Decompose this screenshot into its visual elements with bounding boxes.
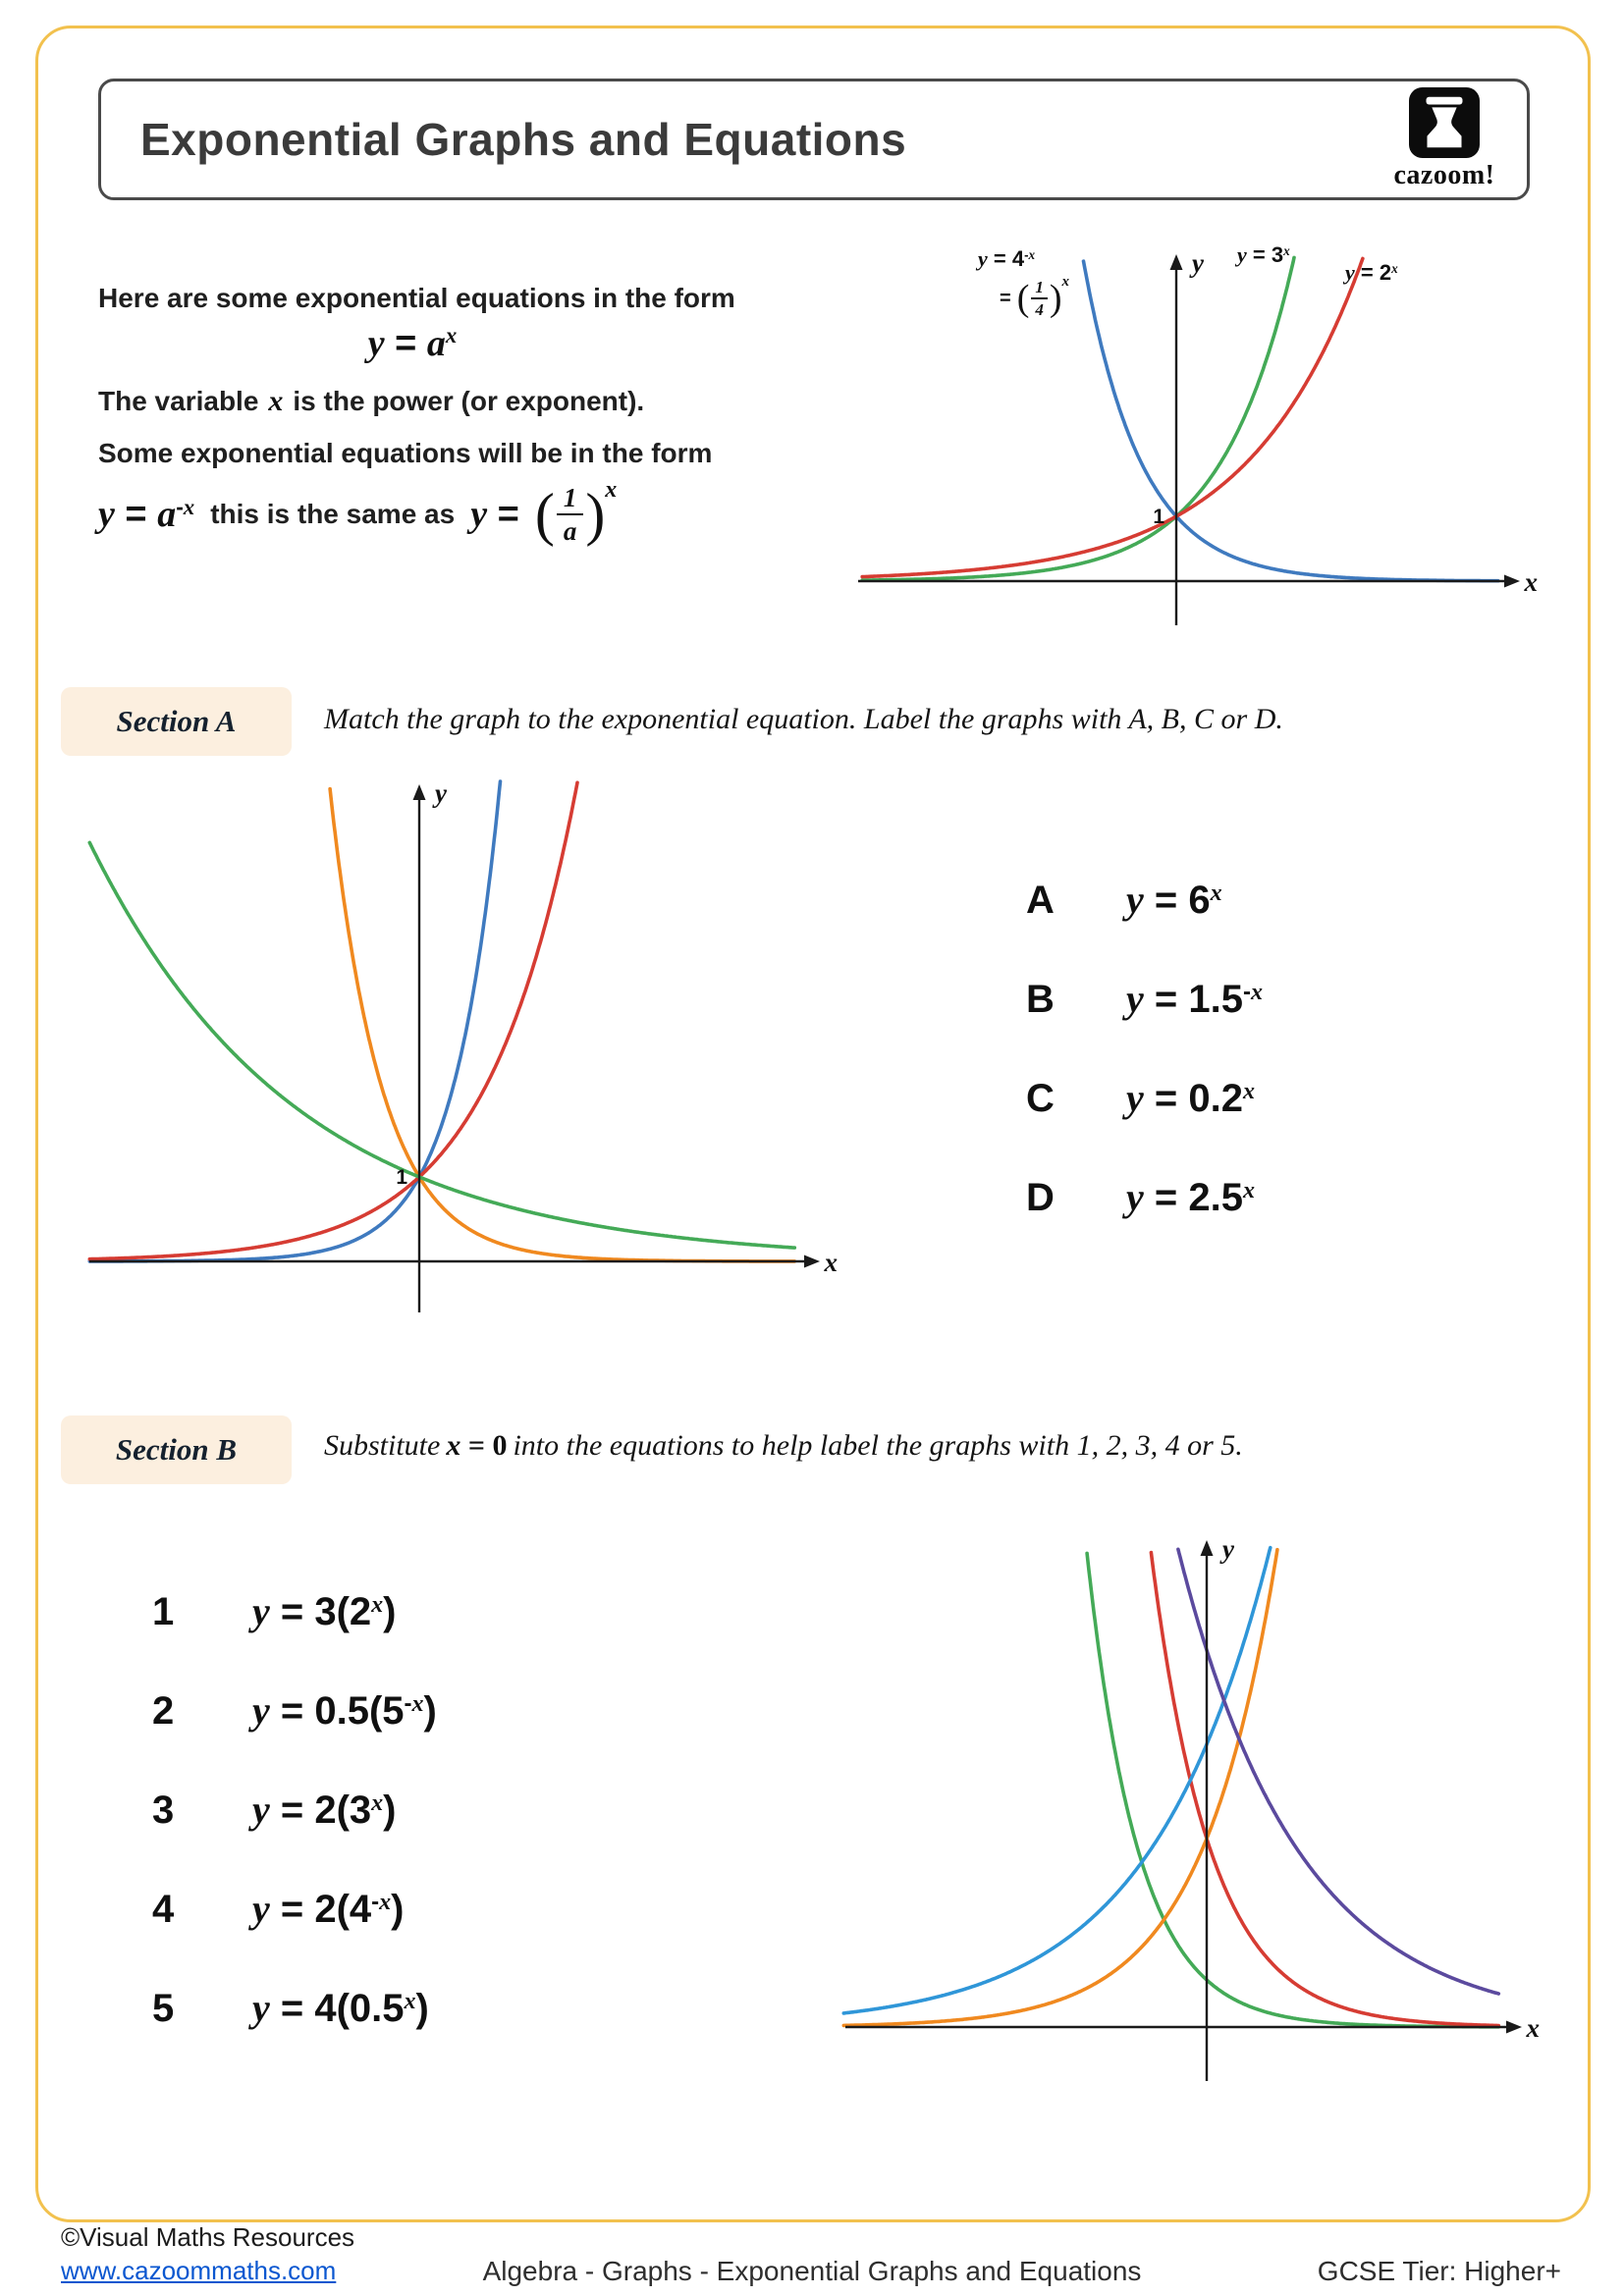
equation-letter: C [1026,1077,1055,1120]
fraction-denominator: a [563,516,577,547]
x-axis-arrow-icon [1504,575,1520,588]
equation-math: $y = 3(2^x)$ [252,1589,397,1633]
equation-row-b [1026,976,1263,1022]
x-axis-label: x [824,1248,838,1277]
formula-y-equals: y = [470,494,519,536]
equation-row-4 [152,1886,437,1932]
equation-math: $y = 0.5(5^{-x})$ [252,1688,437,1733]
intro-line1: Here are some exponential equations in the form [98,283,735,313]
fraction-exponent: x [605,477,618,503]
curve-y=2(4^-x) [1151,1553,1498,2026]
x-axis-arrow-icon [804,1255,820,1268]
fraction-exponent: x [1061,274,1069,290]
title-box [98,79,1530,200]
equation-number: 3 [152,1789,175,1832]
curve-label-3-x: $y = 3^x$ [1237,242,1290,267]
equation-math: $y = 0.2^x$ [1126,1076,1255,1120]
equation-row-a [1026,877,1263,923]
y-intercept-label: 1 [396,1166,407,1189]
open-paren-icon [535,487,555,543]
fraction-one-over-four [1017,274,1069,320]
section-a-instruction: Match the graph to the exponential equation. Label the graphs with A, B, C or D. [324,703,1283,735]
equation-letter: A [1026,879,1055,922]
equation-row-5 [152,1985,437,2031]
y-axis-label: y [1192,248,1204,278]
fraction-numerator: 1 [557,483,584,515]
equation-number: 1 [152,1590,175,1633]
close-paren-icon [1050,281,1062,316]
curve-y=1.5^-x [89,842,794,1248]
curve-y=0.5(5^-x) [1087,1553,1498,2026]
section-b-instruction [324,1429,1243,1463]
y-axis-label: y [1222,1534,1234,1564]
section-b-instruction-math: x = 0 [446,1429,508,1462]
cazoom-wordmark: cazoom! [1393,160,1495,190]
curve-y=2^x [862,258,1363,576]
equation-number: 2 [152,1689,175,1733]
section-a-graph [83,771,839,1320]
y-axis-arrow-icon [1201,1540,1214,1556]
footer-website-link[interactable]: www.cazoommaths.com [61,2256,337,2285]
y-axis-label: y [435,778,447,808]
fraction-one-over-a [535,477,618,547]
formula-y-equals-a-negx: $y = a^{-x}$ [98,493,195,536]
graph-canvas [839,1526,1542,2106]
footer-topic: Algebra - Graphs - Exponential Graphs and Equations [482,2256,1142,2286]
intro-line3: Some exponential equations will be in the form [98,438,713,468]
equation-row-1 [152,1588,437,1634]
fraction [557,483,584,546]
intro-graph [852,240,1540,633]
curve-y=3^x [862,257,1294,580]
section-a-equation-list [1026,877,1263,1220]
curve-label-4-negx: $y = 4^{-x}$ [978,246,1036,271]
x-axis-label: x [1526,2013,1540,2043]
intro-line2-variable: x [268,385,284,417]
graph-canvas [852,240,1540,633]
x-axis-arrow-icon [1506,2021,1522,2034]
y-axis-arrow-icon [1170,254,1183,270]
fraction-numerator: 1 [1031,278,1048,299]
curve-y=2.5^x [89,782,577,1258]
section-b-graph [839,1526,1542,2106]
equation-math: $y = 2(3^x)$ [252,1788,397,1832]
page-title: Exponential Graphs and Equations [140,114,907,165]
curve-y=2(3^x) [843,1550,1277,2026]
x-axis-label: x [1524,567,1538,597]
intro-line2 [98,385,644,418]
intro-formula-negative-exponent [98,477,618,547]
footer-tier: GCSE Tier: Higher+ [1317,2256,1561,2286]
equation-math: $y = 6^x$ [1126,878,1222,922]
y-intercept-label: 1 [1153,506,1164,528]
footer-copyright: ©Visual Maths Resources [61,2222,355,2252]
equals-sign: = [1000,287,1011,309]
close-paren-icon [585,487,605,543]
equation-row-d [1026,1174,1263,1220]
open-paren-icon [1017,281,1030,316]
equation-math: $y = 2.5^x$ [1126,1175,1255,1219]
fraction [1031,278,1048,319]
cazoom-logo [1383,87,1505,191]
graph-canvas [83,771,839,1320]
y-axis-arrow-icon [413,784,426,800]
section-a-badge: Section A [61,687,292,756]
equation-row-3 [152,1787,437,1833]
fraction-denominator: 4 [1035,300,1044,320]
formula-connector-text: this is the same as [210,499,456,530]
curve-y=6^x [89,781,500,1261]
equation-row-2 [152,1687,437,1734]
intro-formula-y-equals-a-x: $y = a^x$ [367,323,458,364]
equation-math: $y = 2(4^{-x})$ [252,1887,405,1931]
equation-letter: D [1026,1176,1055,1219]
equation-number: 4 [152,1888,175,1931]
section-b-instruction-post: into the equations to help label the graphs with 1, 2, 3, 4 or 5. [513,1429,1243,1462]
curve-label-quarter-x [1000,274,1069,320]
curve-label-2-x: $y = 2^x$ [1345,260,1398,285]
equation-math: $y = 4(0.5^x)$ [252,1986,429,2030]
intro-line2-pre: The variable [98,386,259,416]
equation-number: 5 [152,1987,175,2030]
equation-math: $y = 1.5^{-x}$ [1126,977,1263,1021]
section-b-badge: Section B [61,1415,292,1484]
intro-line2-post: is the power (or exponent). [293,386,645,416]
equation-letter: B [1026,978,1055,1021]
section-b-equation-list [152,1588,437,2031]
curve-y=4(0.5^x) [1178,1549,1498,1994]
section-b-instruction-pre: Substitute [324,1429,441,1462]
cazoom-drum-icon [1409,87,1480,158]
footer-left [61,2222,354,2286]
equation-row-c [1026,1075,1263,1121]
